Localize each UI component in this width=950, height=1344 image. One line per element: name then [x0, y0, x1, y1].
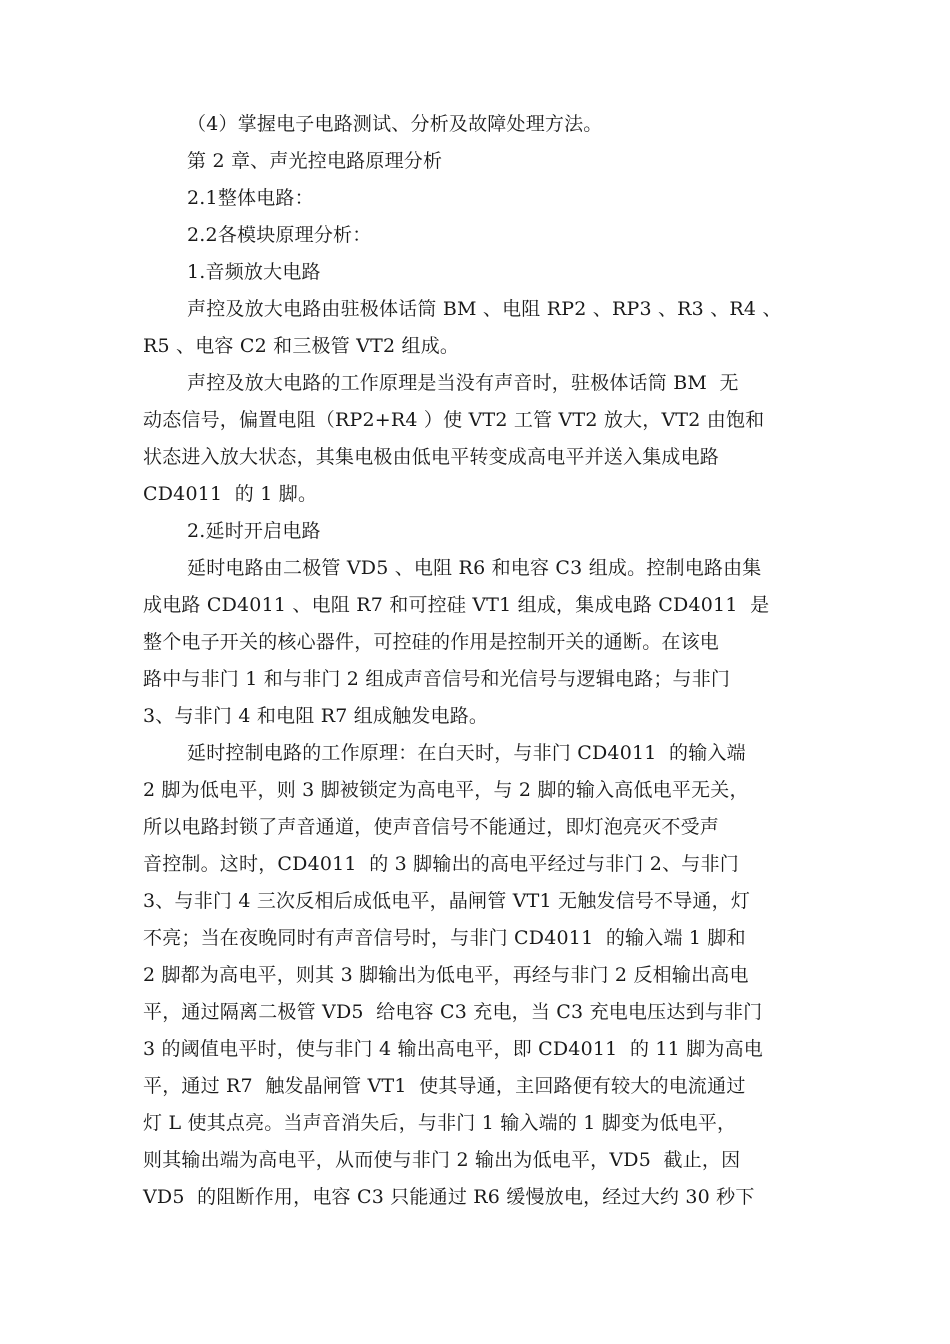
document-body — [143, 106, 807, 1216]
text-line: 第 2 章、声光控电路原理分析 — [187, 150, 443, 172]
text-line: VD5 的阻断作用，电容 C3 只能通过 R6 缓慢放电，经过大约 30 秒下 — [143, 1186, 755, 1208]
text-line: 声控及放大电路的工作原理是当没有声音时，驻极体话筒 BM 无 — [187, 372, 739, 394]
text-line: 2.1整体电路： — [187, 187, 314, 209]
text-line: 状态进入放大状态，其集电极由低电平转变成高电平并送入集成电路 — [143, 446, 720, 468]
text-line: 3 的阈值电平时，使与非门 4 输出高电平，即 CD4011 的 11 脚为高电 — [143, 1038, 763, 1060]
text-line: 1.音频放大电路 — [187, 261, 321, 283]
text-line: 灯 L 使其点亮。当声音消失后，与非门 1 输入端的 1 脚变为低电平， — [143, 1112, 737, 1134]
text-line: 音控制。这时，CD4011 的 3 脚输出的高电平经过与非门 2、与非门 — [143, 853, 739, 875]
text-line: R5 、电容 C2 和三极管 VT2 组成。 — [143, 335, 460, 357]
text-line: 3、与非门 4 三次反相后成低电平，晶闸管 VT1 无触发信号不导通，灯 — [143, 890, 751, 912]
text-line: 整个电子开关的核心器件，可控硅的作用是控制开关的通断。在该电 — [143, 631, 720, 653]
text-line: 成电路 CD4011 、电阻 R7 和可控硅 VT1 组成，集成电路 CD4011 是 — [143, 594, 770, 616]
text-line: 延时控制电路的工作原理：在白天时，与非门 CD4011 的输入端 — [187, 742, 746, 764]
text-line: （4）掌握电子电路测试、分析及故障处理方法。 — [187, 113, 603, 135]
text-line: 不亮；当在夜晚同时有声音信号时，与非门 CD4011 的输入端 1 脚和 — [143, 927, 746, 949]
text-line: 平，通过隔离二极管 VD5 给电容 C3 充电，当 C3 充电电压达到与非门 — [143, 1001, 763, 1023]
text-line: 路中与非门 1 和与非门 2 组成声音信号和光信号与逻辑电路；与非门 — [143, 668, 731, 690]
text-line: 平，通过 R7 触发晶闸管 VT1 使其导通，主回路便有较大的电流通过 — [143, 1075, 746, 1097]
text-line: 3、与非门 4 和电阻 R7 组成触发电路。 — [143, 705, 489, 727]
text-line: 2.延时开启电路 — [187, 520, 321, 542]
text-line: 则其输出端为高电平，从而使与非门 2 输出为低电平，VD5 截止，因 — [143, 1149, 741, 1171]
text-line: CD4011 的 1 脚。 — [143, 483, 318, 505]
text-line: 2 脚为低电平，则 3 脚被锁定为高电平，与 2 脚的输入高低电平无关， — [143, 779, 749, 801]
text-line: 所以电路封锁了声音通道，使声音信号不能通过，即灯泡亮灭不受声 — [143, 816, 720, 838]
text-line: 2 脚都为高电平，则其 3 脚输出为低电平，再经与非门 2 反相输出高电 — [143, 964, 749, 986]
text-line: 2.2各模块原理分析： — [187, 224, 372, 246]
text-line: 声控及放大电路由驻极体话筒 BM 、电阻 RP2 、RP3 、R3 、R4 、 — [187, 298, 782, 320]
text-line: 动态信号，偏置电阻（RP2+R4 ）使 VT2 工管 VT2 放大，VT2 由饱和 — [143, 409, 765, 431]
text-line: 延时电路由二极管 VD5 、电阻 R6 和电容 C3 组成。控制电路由集 — [187, 557, 762, 579]
